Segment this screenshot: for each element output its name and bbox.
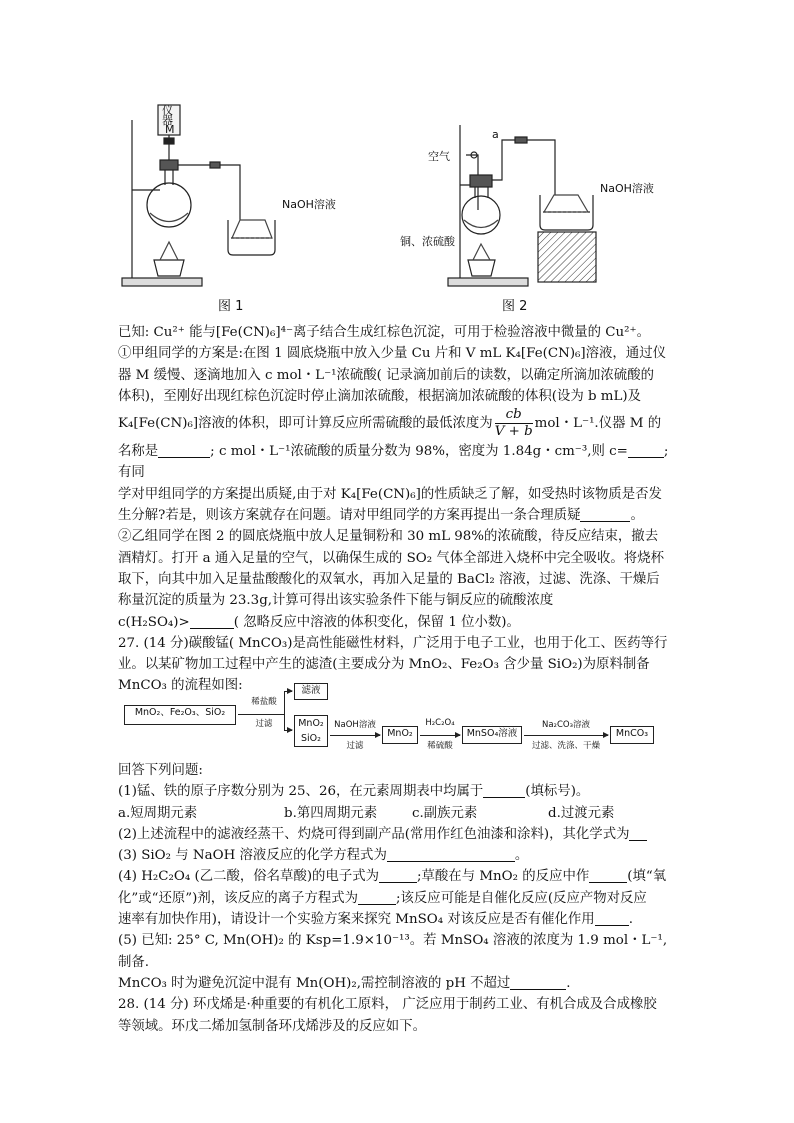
q26-p1-line1: ①甲组同学的方案是:在图 1 圆底烧瓶中放入少量 Cu 片和 V mL K₄[Fe(CN)₆]溶液，通过仪 (118, 346, 666, 362)
flow-step2-reagent: NaOH溶液 (334, 720, 376, 730)
q27-sub4-line3-end: . (628, 912, 633, 928)
answer-blank-q4-experiment[interactable] (595, 910, 629, 926)
q26-p1-line5-mid: ; c mol・L⁻¹浓硫酸的质量分数为 98%，密度为 1.84g・cm⁻³,则 c= (210, 444, 628, 460)
answer-blank-c[interactable] (628, 442, 664, 458)
q27-sub4-line2 (118, 888, 676, 909)
q26-p1-line6: 学对甲组同学的方案提出质疑,由于对 K₄[Fe(CN)₆]的性质缺乏了解，如受热时该物质是否发 (118, 486, 662, 502)
q26-p1-line7-text: 生分解?若是，则该方案就存在问题。请对甲组同学的方案再提出一条合理质疑 (118, 508, 581, 524)
answer-blank-q5[interactable] (510, 974, 566, 990)
valve-a-label: a (492, 128, 499, 141)
flow-start-box: MnO₂、Fe₂O₃、SiO₂ (124, 705, 236, 725)
q26-p1-line5 (118, 441, 676, 484)
flow-step2-operation: 过滤 (346, 741, 364, 751)
process-flowchart (118, 683, 678, 753)
answer-heading: 回答下列问题: (118, 763, 203, 778)
flow-residue-box (294, 715, 328, 747)
answer-blank-q4-electron[interactable] (379, 867, 417, 883)
q26-p1-line4-text: K₄[Fe(CN)₆]溶液的体积，即可计算反应所需硫酸的最低浓度为 (118, 416, 493, 432)
q27-sub4-line1-mid: ;草酸在与 MnO₂ 的反应中作 (417, 869, 590, 885)
q26-p2-line5-end: ( 忽略反应中溶液的体积变化，保留 1 位小数)。 (233, 614, 520, 630)
flow-product-box: MnCO₃ (610, 726, 654, 744)
instrument-m-label-line1: 仪 (162, 104, 173, 117)
option-b[interactable]: b.第四周期元素 (284, 805, 378, 821)
q27-sub1-text: (1)锰、铁的原子序数分别为 25、26，在元素周期表中均属于 (118, 784, 484, 800)
instrument-m-label-line3: M (165, 123, 175, 136)
q27-sub4-line2-end: ;该反应可能是自催化反应(反应产物对反应 (396, 890, 647, 906)
q27-sub1 (118, 781, 676, 802)
q27-sub5-line2-text: MnCO₃ 时为避免沉淀中混有 Mn(OH)₂,需控制溶液的 pH 不超过 (118, 975, 511, 991)
q27-sub5-line1: (5) 已知: 25° C, Mn(OH)₂ 的 Ksp=1.9×10⁻¹³。若 MnSO₄ 溶液的浓度为 1.9 mol・L⁻¹,制备. (118, 933, 668, 970)
q26-p1-line7-end: 。 (630, 508, 644, 524)
q27-intro-line2: 业。以某矿物加工过程中产生的滤渣(主要成分为 MnO₂、Fe₂O₃ 含少量 SiO₂)为原料制备 (118, 657, 650, 673)
q27-sub4-line1-start: (4) H₂C₂O₄ (乙二酸，俗名草酸)的电子式为 (118, 869, 380, 885)
flow-branch-line (284, 691, 285, 731)
q26-p2-line4: 称量沉淀的质量为 23.3g,计算可得出该实验条件下能与铜反应的硫酸浓度 (118, 593, 554, 609)
q27-sub3 (118, 845, 676, 866)
figure-2-caption: 图 2 (502, 299, 528, 314)
apparatus-figures (110, 100, 690, 315)
answer-blank-doubt[interactable] (580, 506, 630, 522)
question-26-text (118, 322, 676, 697)
flow-arrow-to-residue (284, 730, 292, 731)
figure-2-apparatus (448, 125, 596, 286)
flow-mno2-box: MnO₂ (382, 726, 418, 744)
naoh-solution-label-2: NaOH溶液 (600, 182, 654, 195)
q28-line1: 28. (14 分) 环戊烯是·种重要的有机化工原料， 广泛应用于制药工业、有机合成及合成橡胶 (118, 997, 657, 1013)
q26-p1-line5-start: 名称是 (118, 444, 159, 460)
q27-sub1-options (118, 803, 676, 824)
q26-p1-line3: 体积)，至刚好出现红棕色沉淀时停止滴加浓硫酸，根据滴加浓硫酸的体积(设为 b mL)及 (118, 388, 642, 404)
option-c[interactable]: c.副族元素 (412, 805, 478, 821)
q26-p2-line1: ②乙组同学在图 2 的圆底烧瓶中放人足量铜粉和 30 mL 98%的浓硫酸，待反应结束，撤去 (118, 529, 659, 545)
q27-sub4-line3 (118, 909, 676, 930)
naoh-solution-label-1: NaOH溶液 (282, 198, 336, 211)
flow-arrow-to-filtrate (284, 691, 292, 692)
fraction-denominator: V + b (494, 424, 533, 440)
flow-arrow-2 (330, 735, 380, 736)
answer-blank-q4-agent[interactable] (589, 867, 627, 883)
flow-step3-reagent: H₂C₂O₄ (425, 718, 455, 728)
q26-p2-line5-start: c(H₂SO₄)> (118, 614, 190, 630)
flow-arrow-4 (524, 735, 608, 736)
answer-blank-q4-equation[interactable] (358, 889, 396, 905)
flow-filtrate-box: 滤液 (294, 683, 328, 700)
known-info: 已知: Cu²⁺ 能与[Fe(CN)₆]⁴⁻离子结合生成红棕色沉淀，可用于检验溶液中微量的 Cu²⁺。 (118, 325, 650, 340)
q27-sub3-end: 。 (514, 848, 529, 864)
instrument-m-label-line2: 器 (162, 114, 173, 127)
q27-sub5-line2 (118, 973, 676, 994)
reagent-label: 铜、浓硫酸 (400, 235, 455, 248)
air-label: 空气 (428, 150, 450, 163)
q27-sub2-text: (2)上述流程中的滤液经蒸干、灼烧可得到副产品(常用作红色油漆和涂料)，其化学式为 (118, 826, 630, 842)
option-a[interactable]: a.短周期元素 (118, 805, 198, 821)
answer-blank-q3[interactable] (387, 846, 515, 862)
q26-p1-line4-tail: mol・L⁻¹.仪器 M 的 (534, 416, 662, 432)
figure-1-caption: 图 1 (218, 299, 244, 314)
flow-arrow-3 (420, 735, 460, 736)
apparatus-diagram (110, 100, 690, 315)
fraction-numerator: cb (495, 407, 533, 424)
q27-intro-line1: 27. (14 分)碳酸锰( MnCO₃)是高性能磁性材料，广泛用于电子工业，也用于化工、医药等行 (118, 635, 668, 651)
q28-line2: 等领域。环戊二烯加氢制备环戊烯涉及的反应如下。 (118, 1018, 426, 1034)
flow-arrow-1-line (238, 714, 284, 715)
q26-p2-line5 (118, 612, 676, 633)
option-d[interactable]: d.过渡元素 (548, 805, 615, 821)
q26-p1-line5-end: ;有同 (118, 444, 669, 481)
flow-step4-operation: 过滤、洗涤、干燥 (531, 741, 600, 751)
q27-sub5-line2-end: . (566, 975, 571, 991)
concentration-fraction (495, 407, 533, 440)
q26-p1-line4 (118, 407, 676, 441)
q27-sub2 (118, 824, 676, 845)
answer-blank-h2so4[interactable] (190, 613, 234, 629)
flow-step3-operation: 稀硫酸 (427, 741, 453, 751)
q27-intro-line3: MnCO₃ 的流程如图: (118, 678, 243, 694)
flow-mnso4-box: MnSO₄溶液 (462, 726, 522, 744)
q27-sub1-end: (填标号)。 (525, 784, 590, 800)
q27-sub3-text: (3) SiO₂ 与 NaOH 溶液反应的化学方程式为 (118, 848, 387, 864)
figure-1-apparatus (122, 105, 275, 286)
q26-p2-line3: 取下，向其中加入足量盐酸酸化的双氧水，再加入足量的 BaCl₂ 溶液，过滤、洗涤、干燥后 (118, 571, 660, 587)
answer-blank-q2[interactable] (629, 825, 647, 841)
question-27-subquestions (118, 760, 676, 1037)
q27-sub4-line2-start: 化”或“还原”)剂，该反应的离子方程式为 (118, 890, 359, 906)
flow-step1-operation: 过滤 (255, 719, 273, 729)
answer-blank-q1[interactable] (483, 782, 525, 798)
flow-step1-reagent: 稀盐酸 (251, 697, 277, 707)
q27-sub4-line3-text: 速率有加快作用)，请设计一个实验方案来探究 MnSO₄ 对该反应是否有催化作用 (118, 912, 595, 928)
q26-p1-line7 (118, 505, 676, 526)
flow-residue-mno2: MnO₂ (298, 718, 324, 729)
q27-sub4-line1 (118, 866, 676, 887)
q26-p1-line2: 器 M 缓慢、逐滴地加入 c mol・L⁻¹浓硫酸( 记录滴加前后的读数，以确定所滴加浓硫酸的 (118, 367, 654, 383)
q27-sub4-line1-end: (填“氧 (627, 869, 667, 885)
q26-p2-line2: 酒精灯。打开 a 通入足量的空气，以确保生成的 SO₂ 气体全部进入烧杯中完全吸收。将烧杯 (118, 550, 664, 566)
flow-step4-reagent: Na₂CO₃溶液 (541, 720, 590, 730)
flow-residue-sio2: SiO₂ (301, 733, 321, 744)
answer-blank-instrument[interactable] (158, 442, 210, 458)
